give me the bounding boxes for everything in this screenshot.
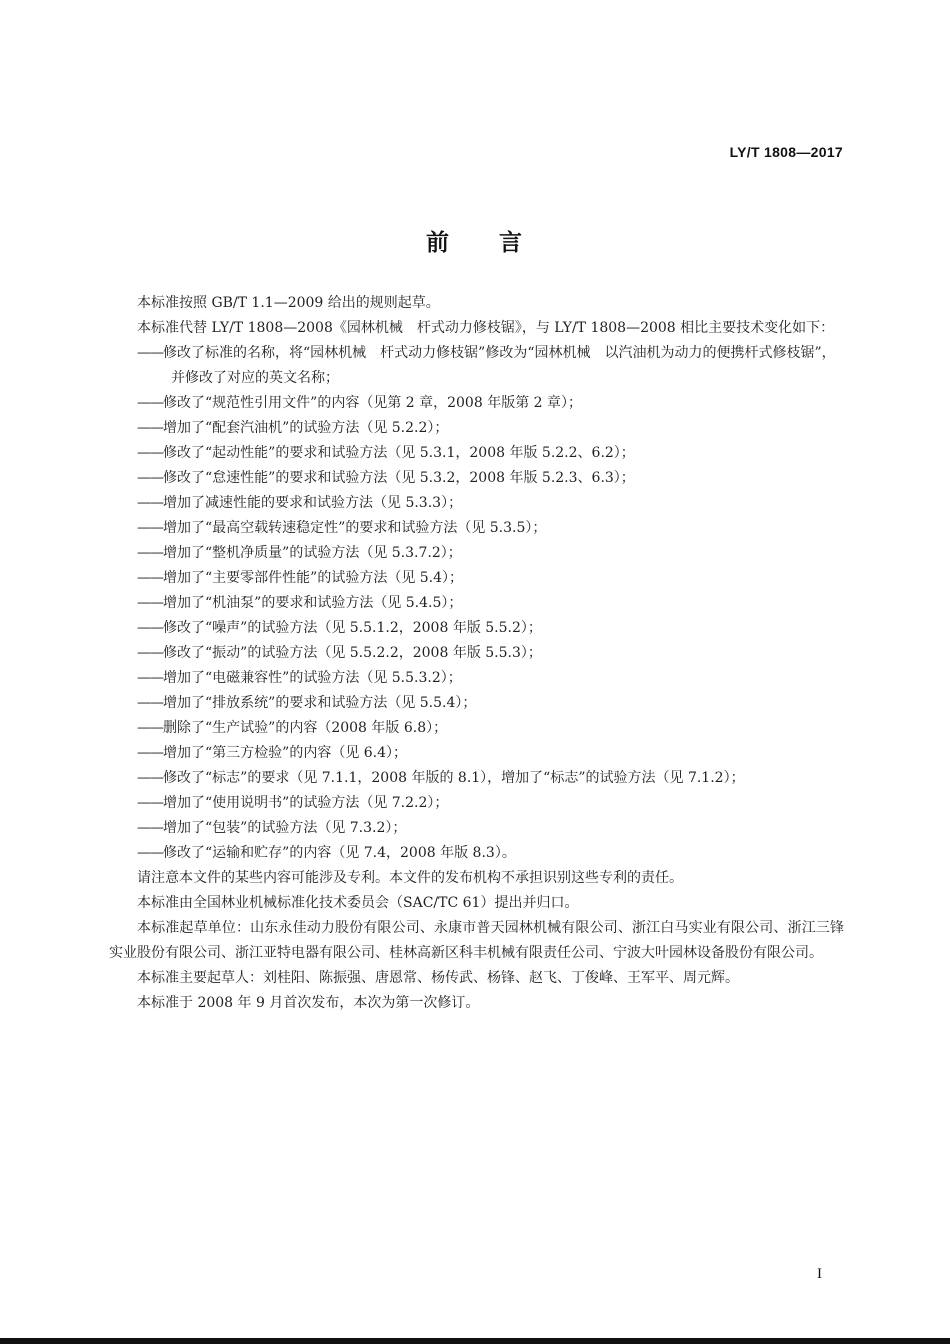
- list-item: [109, 566, 844, 591]
- list-item-text: 增加了减速性能的要求和试验方法（见 5.3.3）；: [163, 495, 463, 511]
- dash-marker: ——: [137, 595, 163, 611]
- dash-marker: ——: [137, 770, 163, 786]
- dash-marker: ——: [137, 445, 163, 461]
- list-item-text: 增加了“整机净质量”的试验方法（见 5.3.7.2）；: [163, 545, 462, 561]
- history-paragraph: 本标准于 2008 年 9 月首次发布，本次为第一次修订。: [137, 995, 480, 1011]
- bottom-rule: [0, 1338, 950, 1344]
- list-item-text: 增加了“排放系统”的要求和试验方法（见 5.5.4）；: [163, 695, 477, 711]
- dash-marker: ——: [137, 570, 163, 586]
- dash-marker: ——: [137, 670, 163, 686]
- dash-marker: ——: [137, 695, 163, 711]
- dash-marker: ——: [137, 720, 163, 736]
- list-item-text: 增加了“主要零部件性能”的试验方法（见 5.4）；: [163, 570, 464, 586]
- list-item: [109, 741, 844, 766]
- committee-paragraph: 本标准由全国林业机械标准化技术委员会（SAC/TC 61）提出并归口。: [137, 895, 579, 911]
- title-char-2: 言: [499, 230, 524, 256]
- intro-paragraph: 本标准按照 GB/T 1.1—2009 给出的规则起草。: [137, 295, 440, 311]
- list-item: [109, 341, 844, 391]
- list-item-text: 增加了“第三方检验”的内容（见 6.4）；: [163, 745, 408, 761]
- list-item-text: 增加了“配套汽油机”的试验方法（见 5.2.2）；: [163, 420, 449, 436]
- dash-marker: ——: [137, 645, 163, 661]
- foreword-body: [109, 291, 844, 1016]
- drafting-units-paragraph: 本标准起草单位：山东永佳动力股份有限公司、永康市普天园林机械有限公司、浙江白马实业有限公司、浙江三锋实业股份有限公司、浙江亚特电器有限公司、桂林高新区科丰机械有限责任公司、宁波大叶园林设备股份有限公司。: [109, 920, 844, 961]
- dash-marker: ——: [137, 520, 163, 536]
- list-item: [109, 766, 844, 791]
- list-item-text: 修改了“规范性引用文件”的内容（见第 2 章，2008 年版第 2 章）；: [163, 395, 583, 411]
- dash-marker: ——: [137, 620, 163, 636]
- list-item-text: 增加了“使用说明书”的试验方法（见 7.2.2）；: [163, 795, 449, 811]
- list-item-text: 修改了“起动性能”的要求和试验方法（见 5.3.1，2008 年版 5.2.2、6.2）；: [163, 445, 635, 461]
- list-item-text: 修改了“噪声”的试验方法（见 5.5.1.2，2008 年版 5.5.2）；: [163, 620, 542, 636]
- page-number: I: [817, 1266, 822, 1282]
- dash-marker: ——: [137, 795, 163, 811]
- list-item: [109, 391, 844, 416]
- list-item-text: 修改了“怠速性能”的要求和试验方法（见 5.3.2，2008 年版 5.2.3、6.3）；: [163, 470, 635, 486]
- list-item-text: 修改了标准的名称，将“园林机械 杆式动力修枝锯”修改为“园林机械 以汽油机为动力的便携杆式修枝锯”，并修改了对应的英文名称；: [163, 345, 836, 386]
- dash-marker: ——: [137, 820, 163, 836]
- list-item: [109, 816, 844, 841]
- dash-marker: ——: [137, 395, 163, 411]
- dash-marker: ——: [137, 845, 163, 861]
- list-item: [109, 691, 844, 716]
- list-item: [109, 841, 844, 866]
- list-item: [109, 591, 844, 616]
- drafters-paragraph: 本标准主要起草人：刘桂阳、陈振强、唐恩常、杨传武、杨锋、赵飞、丁俊峰、王军平、周元辉。: [137, 970, 739, 986]
- dash-marker: ——: [137, 545, 163, 561]
- list-item: [109, 441, 844, 466]
- list-item: [109, 491, 844, 516]
- list-item-text: 删除了“生产试验”的内容（2008 年版 6.8）；: [163, 720, 448, 736]
- list-item-text: 增加了“包装”的试验方法（见 7.3.2）；: [163, 820, 407, 836]
- list-item-text: 修改了“标志”的要求（见 7.1.1，2008 年版的 8.1），增加了“标志”的试验方法（见 7.1.2）；: [163, 770, 745, 786]
- list-item-text: 增加了“电磁兼容性”的试验方法（见 5.5.3.2）；: [163, 670, 462, 686]
- patent-notice: 请注意本文件的某些内容可能涉及专利。本文件的发布机构不承担识别这些专利的责任。: [137, 870, 683, 886]
- title-char-1: 前: [426, 230, 451, 256]
- list-item: [109, 516, 844, 541]
- dash-marker: ——: [137, 420, 163, 436]
- list-item: [109, 666, 844, 691]
- list-item: [109, 716, 844, 741]
- page-title: [0, 224, 950, 257]
- list-item-text: 增加了“最高空载转速稳定性”的要求和试验方法（见 5.3.5）；: [163, 520, 547, 536]
- list-item: [109, 416, 844, 441]
- dash-marker: ——: [137, 495, 163, 511]
- dash-marker: ——: [137, 745, 163, 761]
- list-item-text: 修改了“运输和贮存”的内容（见 7.4，2008 年版 8.3）。: [163, 845, 516, 861]
- standard-code: LY/T 1808—2017: [729, 144, 843, 160]
- changes-list: [109, 341, 844, 866]
- dash-marker: ——: [137, 345, 163, 361]
- list-item: [109, 466, 844, 491]
- list-item-text: 增加了“机油泵”的要求和试验方法（见 5.4.5）；: [163, 595, 463, 611]
- dash-marker: ——: [137, 470, 163, 486]
- intro-paragraph: 本标准代替 LY/T 1808—2008《园林机械 杆式动力修枝锯》，与 LY/T 1808—2008 相比主要技术变化如下：: [137, 320, 835, 336]
- list-item: [109, 541, 844, 566]
- list-item: [109, 641, 844, 666]
- list-item: [109, 791, 844, 816]
- list-item-text: 修改了“振动”的试验方法（见 5.5.2.2，2008 年版 5.5.3）；: [163, 645, 542, 661]
- list-item: [109, 616, 844, 641]
